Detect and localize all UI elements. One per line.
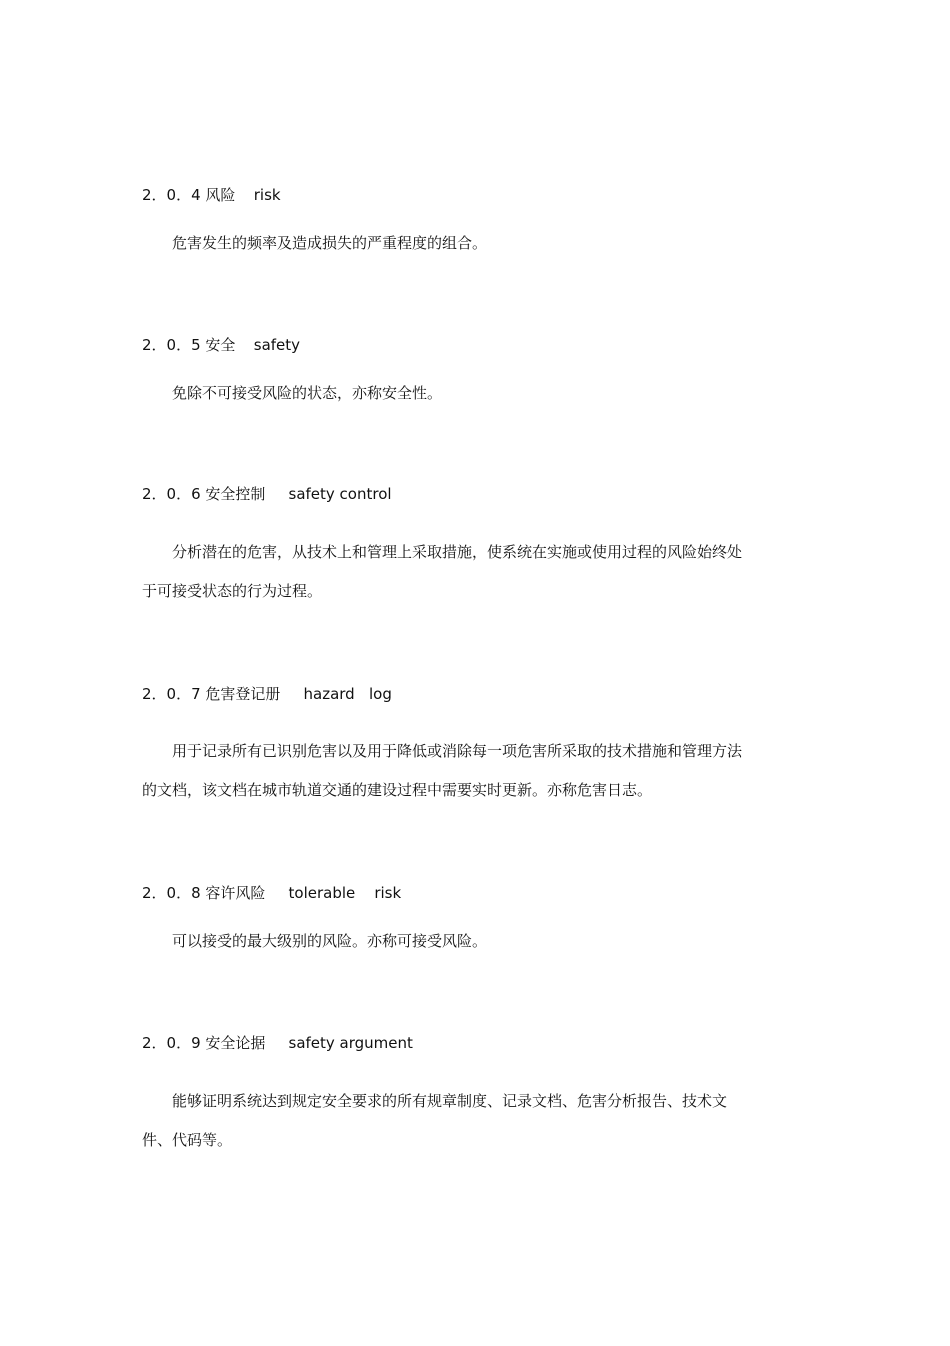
term-number: 2．0．8 xyxy=(142,884,201,902)
term-en: safety argument xyxy=(288,1034,413,1052)
term-definition-2-0-7: 用于记录所有已识别危害以及用于降低或消除每一项危害所采取的技术措施和管理方法的文档，该文档在城市轨道交通的建设过程中需要实时更新。亦称危害日志。 xyxy=(142,742,743,799)
term-definition-2-0-9: 能够证明系统达到规定安全要求的所有规章制度、记录文档、危害分析报告、技术文件、代码等。 xyxy=(142,1092,728,1149)
term-zh: 危害登记册 xyxy=(205,685,281,703)
term-zh: 安全控制 xyxy=(205,485,266,503)
term-number: 2．0．5 xyxy=(142,336,201,354)
term-zh: 安全论据 xyxy=(205,1034,266,1052)
term-en: tolerable risk xyxy=(288,884,402,902)
term-heading-2-0-4 xyxy=(142,185,281,205)
term-number: 2．0．6 xyxy=(142,485,201,503)
term-zh: 风险 xyxy=(205,186,236,204)
term-zh: 安全 xyxy=(205,336,236,354)
term-en: hazard log xyxy=(303,685,392,703)
term-heading-2-0-9 xyxy=(142,1033,413,1053)
term-number: 2．0．4 xyxy=(142,186,201,204)
term-definition-2-0-6: 分析潜在的危害，从技术上和管理上采取措施，使系统在实施或使用过程的风险始终处于可接受状态的行为过程。 xyxy=(142,543,743,600)
term-number: 2．0．7 xyxy=(142,685,201,703)
term-zh: 容许风险 xyxy=(205,884,266,902)
term-heading-2-0-7 xyxy=(142,684,392,704)
term-number: 2．0．9 xyxy=(142,1034,201,1052)
term-heading-2-0-8 xyxy=(142,883,401,903)
term-definition-2-0-5: 免除不可接受风险的状态，亦称安全性。 xyxy=(172,384,443,402)
term-definition-2-0-8: 可以接受的最大级别的风险。亦称可接受风险。 xyxy=(172,932,488,950)
term-en: safety xyxy=(253,336,301,354)
term-definition-2-0-4: 危害发生的频率及造成损失的严重程度的组合。 xyxy=(172,234,488,252)
term-heading-2-0-6 xyxy=(142,484,392,504)
term-en: risk xyxy=(253,186,281,204)
term-en: safety control xyxy=(288,485,392,503)
term-heading-2-0-5 xyxy=(142,335,300,355)
